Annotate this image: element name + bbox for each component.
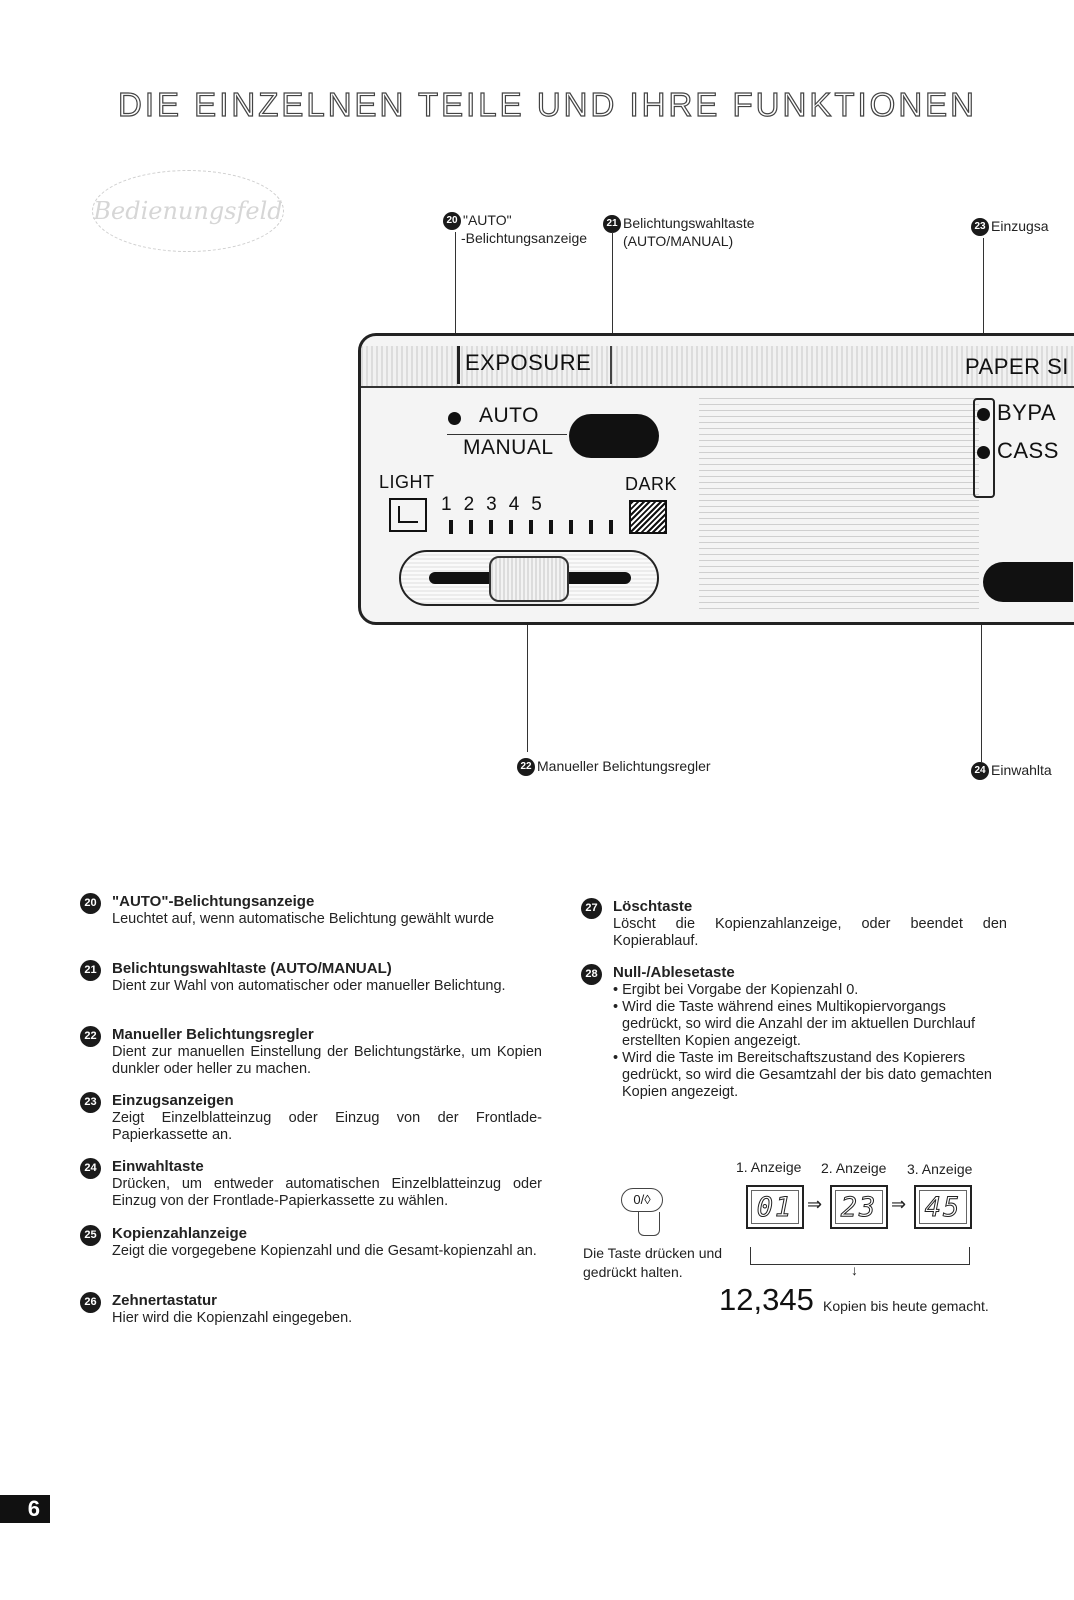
desc-body-27: Löscht die Kopienzahlanzeige, oder beendet den Kopierablauf. xyxy=(613,916,1007,949)
callout-number-22: 22 xyxy=(517,758,535,776)
down-arrow-icon: ↓ xyxy=(851,1262,858,1278)
desc-number-20: 20 xyxy=(80,893,101,914)
callout-number-21: 21 xyxy=(603,215,621,233)
desc-number-26: 26 xyxy=(80,1292,101,1313)
callout-22-line1: Manueller Belichtungsregler xyxy=(537,758,711,774)
manual-exposure-slider[interactable] xyxy=(399,550,659,606)
leader-line-22 xyxy=(527,612,528,752)
desc-item-22 xyxy=(84,1026,542,1078)
callout-23-line1: Einzugsa xyxy=(991,218,1049,234)
callout-number-24: 24 xyxy=(971,762,989,780)
callout-22 xyxy=(517,758,711,776)
total-count: 12,345 xyxy=(719,1282,814,1317)
display-header-3: 3. Anzeige xyxy=(907,1161,973,1177)
arrow-icon-2: ⇒ xyxy=(891,1194,907,1214)
desc-number-22: 22 xyxy=(80,1026,101,1047)
auto-indicator-led xyxy=(448,412,461,425)
total-caption: Kopien bis heute gemacht. xyxy=(823,1298,989,1314)
manual-label: MANUAL xyxy=(463,436,554,459)
exposure-label: EXPOSURE xyxy=(465,350,592,375)
desc-title-27: Löschtaste xyxy=(613,898,693,915)
desc-item-21 xyxy=(84,960,506,995)
paper-select-button[interactable] xyxy=(983,562,1073,602)
callout-24 xyxy=(971,762,1052,780)
desc-title-23: Einzugsanzeigen xyxy=(112,1092,234,1109)
light-copy-icon xyxy=(389,498,427,532)
instruction-line1: Die Taste drücken und xyxy=(583,1245,723,1261)
desc-item-25 xyxy=(84,1225,537,1260)
desc-body-22: Dient zur manuellen Einstellung der Belichtungstärke, um Kopien dunkler oder heller zu machen. xyxy=(112,1044,542,1077)
dark-copy-icon xyxy=(629,500,667,534)
zero-read-key[interactable]: 0/◊ xyxy=(621,1188,663,1212)
paper-select-label: PAPER SI xyxy=(965,354,1069,379)
slider-knob[interactable] xyxy=(489,556,569,602)
exposure-scale-numbers: 12345 xyxy=(441,494,554,515)
left-descriptions xyxy=(84,893,542,1353)
bypass-indicator-led xyxy=(977,408,990,421)
desc-item-23 xyxy=(84,1092,542,1144)
hold-duration-bracket xyxy=(750,1247,970,1265)
display-header-2: 2. Anzeige xyxy=(821,1160,887,1176)
control-panel xyxy=(358,333,1074,625)
right-descriptions xyxy=(585,898,1007,1128)
desc-title-25: Kopienzahlanzeige xyxy=(112,1225,248,1242)
desc-bullet-3: • Wird die Taste im Bereitschaftszustand des Kopierers gedrückt, so wird die Gesamtzahl der bis dato gemachten Kopien angezeigt. xyxy=(613,1050,992,1100)
desc-item-20 xyxy=(84,893,495,928)
page-title: DIE EINZELNEN TEILE UND IHRE FUNKTIONEN xyxy=(118,86,978,123)
callout-23 xyxy=(971,218,1049,236)
callout-21 xyxy=(603,215,755,250)
callout-24-line1: Einwahlta xyxy=(991,762,1052,778)
panel-divider xyxy=(361,386,1074,388)
dark-label: DARK xyxy=(625,474,678,494)
desc-item-26 xyxy=(84,1292,353,1327)
display-segment-2: 23 xyxy=(830,1185,888,1229)
section-stamp: Bedienungsfeld xyxy=(92,170,284,252)
display-segment-1: 01 xyxy=(746,1185,804,1229)
callout-21-line2: (AUTO/MANUAL) xyxy=(623,233,734,250)
desc-item-24 xyxy=(84,1158,542,1210)
desc-number-23: 23 xyxy=(80,1092,101,1113)
display-segment-3: 45 xyxy=(914,1185,972,1229)
auto-manual-divider xyxy=(447,434,567,435)
desc-item-27 xyxy=(585,898,1007,950)
desc-title-26: Zehnertastatur xyxy=(112,1292,218,1309)
desc-title-20: "AUTO"-Belichtungsanzeige xyxy=(112,893,315,910)
finger-press-icon xyxy=(638,1212,660,1236)
arrow-icon-1: ⇒ xyxy=(807,1194,823,1214)
leader-line-24 xyxy=(981,612,982,762)
bypass-label: BYPA xyxy=(997,400,1057,425)
desc-number-25: 25 xyxy=(80,1225,101,1246)
desc-number-21: 21 xyxy=(80,960,101,981)
exposure-select-button[interactable] xyxy=(569,414,659,458)
desc-bullet-1: • Ergibt bei Vorgabe der Kopienzahl 0. xyxy=(613,982,859,998)
desc-number-24: 24 xyxy=(80,1158,101,1179)
desc-title-21: Belichtungswahltaste (AUTO/MANUAL) xyxy=(112,960,392,977)
cassette-label: CASS xyxy=(997,438,1059,463)
page-number: 6 xyxy=(0,1495,50,1523)
light-label: LIGHT xyxy=(379,472,435,492)
desc-number-28: 28 xyxy=(581,964,602,985)
desc-bullet-2: • Wird die Taste während eines Multikopiervorgangs gedrückt, so wird die Anzahl der im aktuellen Durchlauf erstellten Kopien angezeigt. xyxy=(613,999,976,1049)
callout-20-line2: -Belichtungsanzeige xyxy=(461,230,588,247)
callout-21-line1: Belichtungswahltaste xyxy=(623,215,755,231)
desc-title-28: Null-/Ablesetaste xyxy=(613,964,735,981)
desc-title-24: Einwahltaste xyxy=(112,1158,204,1175)
desc-body-26: Hier wird die Kopienzahl eingegeben. xyxy=(112,1310,353,1326)
desc-title-22: Manueller Belichtungsregler xyxy=(112,1026,314,1043)
exposure-scale-ticks xyxy=(449,520,619,534)
desc-body-24: Drücken, um entweder automatischen Einzelblatteinzug oder Einzug von der Frontlade-Papierkassette zu wählen. xyxy=(112,1176,542,1209)
desc-body-20: Leuchtet auf, wenn automatische Belichtung gewählt wurde xyxy=(112,911,495,927)
auto-label: AUTO xyxy=(479,404,539,427)
cassette-indicator-led xyxy=(977,446,990,459)
desc-body-21: Dient zur Wahl von automatischer oder manueller Belichtung. xyxy=(112,978,506,994)
callout-number-20: 20 xyxy=(443,212,461,230)
display-header-1: 1. Anzeige xyxy=(736,1159,802,1175)
desc-number-27: 27 xyxy=(581,898,602,919)
panel-texture xyxy=(699,394,979,609)
instruction-line2: gedrückt halten. xyxy=(583,1264,683,1280)
callout-20 xyxy=(443,212,587,247)
desc-item-28 xyxy=(585,964,1007,1101)
desc-body-25: Zeigt die vorgegebene Kopienzahl und die Gesamt-kopienzahl an. xyxy=(112,1243,537,1259)
callout-20-line1: "AUTO" xyxy=(463,212,512,228)
callout-number-23: 23 xyxy=(971,218,989,236)
desc-body-23: Zeigt Einzelblatteinzug oder Einzug von der Frontlade-Papierkassette an. xyxy=(112,1110,542,1143)
